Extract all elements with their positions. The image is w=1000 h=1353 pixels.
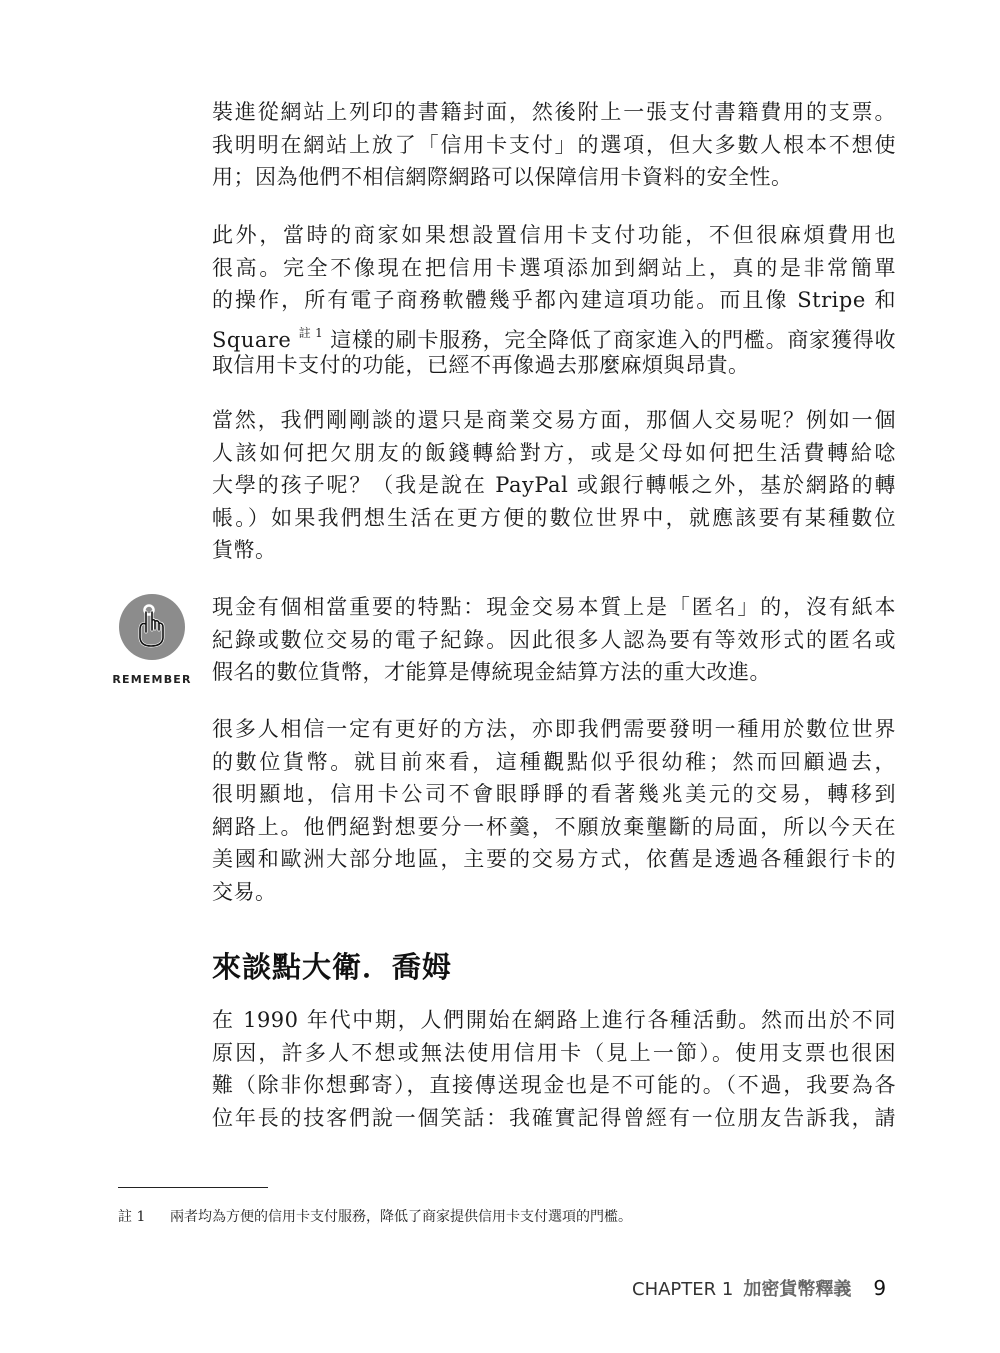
paragraph-3 xyxy=(212,404,896,567)
paragraph-6 xyxy=(212,1004,896,1134)
text-line: 原因，許多人不想或無法使用信用卡（見上一節）。使用支票也很困 xyxy=(212,1040,896,1065)
footnote-divider xyxy=(118,1187,268,1188)
footnote xyxy=(118,1206,632,1226)
text-line: 的操作，所有電子商務軟體幾乎都內建這項功能。而且像 Stripe 和 xyxy=(212,288,896,312)
text-line: 很多人相信一定有更好的方法，亦即我們需要發明一種用於數位世界 xyxy=(212,717,896,741)
page-footer xyxy=(632,1275,886,1301)
text-line: 貨幣。 xyxy=(212,538,277,562)
page-number: 9 xyxy=(873,1276,887,1300)
footnote-reference[interactable]: 註 1 xyxy=(298,325,323,340)
text-line: 交易。 xyxy=(212,879,277,904)
section-heading: 來談點大衛．喬姆 xyxy=(212,950,453,984)
chapter-label: CHAPTER 1 xyxy=(632,1279,734,1300)
text-line: 用；因為他們不相信網際網路可以保障信用卡資料的安全性。 xyxy=(212,165,793,189)
text-line: 很高。完全不像現在把信用卡選項添加到網站上，真的是非常簡單 xyxy=(212,255,896,280)
text-line-with-footnote xyxy=(212,317,896,350)
text-line: 在 1990 年代中期，人們開始在網路上進行各種活動。然而出於不同 xyxy=(212,1008,896,1032)
paragraph-5 xyxy=(212,713,896,908)
text-line: 人該如何把欠朋友的飯錢轉給對方，或是父母如何把生活費轉給唸 xyxy=(212,440,896,465)
chapter-title: 加密貨幣釋義 xyxy=(743,1279,852,1300)
text-line-rest: 這樣的刷卡服務，完全降低了商家進入的門檻。商家獲得收 xyxy=(330,327,896,352)
paragraph-1 xyxy=(212,96,896,194)
text-line: 取信用卡支付的功能，已經不再像過去那麼麻煩與昂貴。 xyxy=(212,353,750,377)
text-line: 大學的孩子呢？（我是說在 PayPal 或銀行轉帳之外，基於網路的轉 xyxy=(212,473,896,497)
text-line: 假名的數位貨幣，才能算是傳統現金結算方法的重大改進。 xyxy=(212,660,771,684)
text-line: 當然，我們剛剛談的還只是商業交易方面，那個人交易呢？例如一個 xyxy=(212,408,896,432)
remember-callout xyxy=(112,594,192,686)
text-line: 網路上。他們絕對想要分一杯羹，不願放棄壟斷的局面，所以今天在 xyxy=(212,814,896,839)
text-line: 位年長的技客們說一個笑話：我確實記得曾經有一位朋友告訴我，請 xyxy=(212,1105,896,1130)
text-line: 美國和歐洲大部分地區，主要的交易方式，依舊是透過各種銀行卡的 xyxy=(212,847,896,871)
paragraph-2 xyxy=(212,219,896,382)
square-word: Square xyxy=(212,327,292,352)
text-line: 紀錄或數位交易的電子紀錄。因此很多人認為要有等效形式的匿名或 xyxy=(212,627,896,652)
text-line: 的數位貨幣。就目前來看，這種觀點似乎很幼稚；然而回顧過去， xyxy=(212,749,896,774)
text-line: 難（除非你想郵寄），直接傳送現金也是不可能的。（不過，我要為各 xyxy=(212,1073,896,1097)
text-line: 此外，當時的商家如果想設置信用卡支付功能，不但很麻煩費用也 xyxy=(212,223,896,247)
footnote-text: 兩者均為方便的信用卡支付服務，降低了商家提供信用卡支付選項的門檻。 xyxy=(170,1209,632,1225)
text-line: 帳。）如果我們想生活在更方便的數位世界中，就應該要有某種數位 xyxy=(212,505,896,530)
text-line: 我明明在網站上放了「信用卡支付」的選項，但大多數人根本不想使 xyxy=(212,132,896,157)
paragraph-remember xyxy=(212,591,896,689)
text-line: 現金有個相當重要的特點：現金交易本質上是「匿名」的，沒有紙本 xyxy=(212,595,896,619)
text-line: 裝進從網站上列印的書籍封面，然後附上一張支付書籍費用的支票。 xyxy=(212,100,896,124)
footnote-mark: 註 1 xyxy=(118,1209,146,1225)
remember-label: REMEMBER xyxy=(112,673,192,686)
finger-string-reminder-icon xyxy=(119,594,185,660)
text-line: 很明顯地，信用卡公司不會眼睜睜的看著幾兆美元的交易，轉移到 xyxy=(212,782,896,806)
